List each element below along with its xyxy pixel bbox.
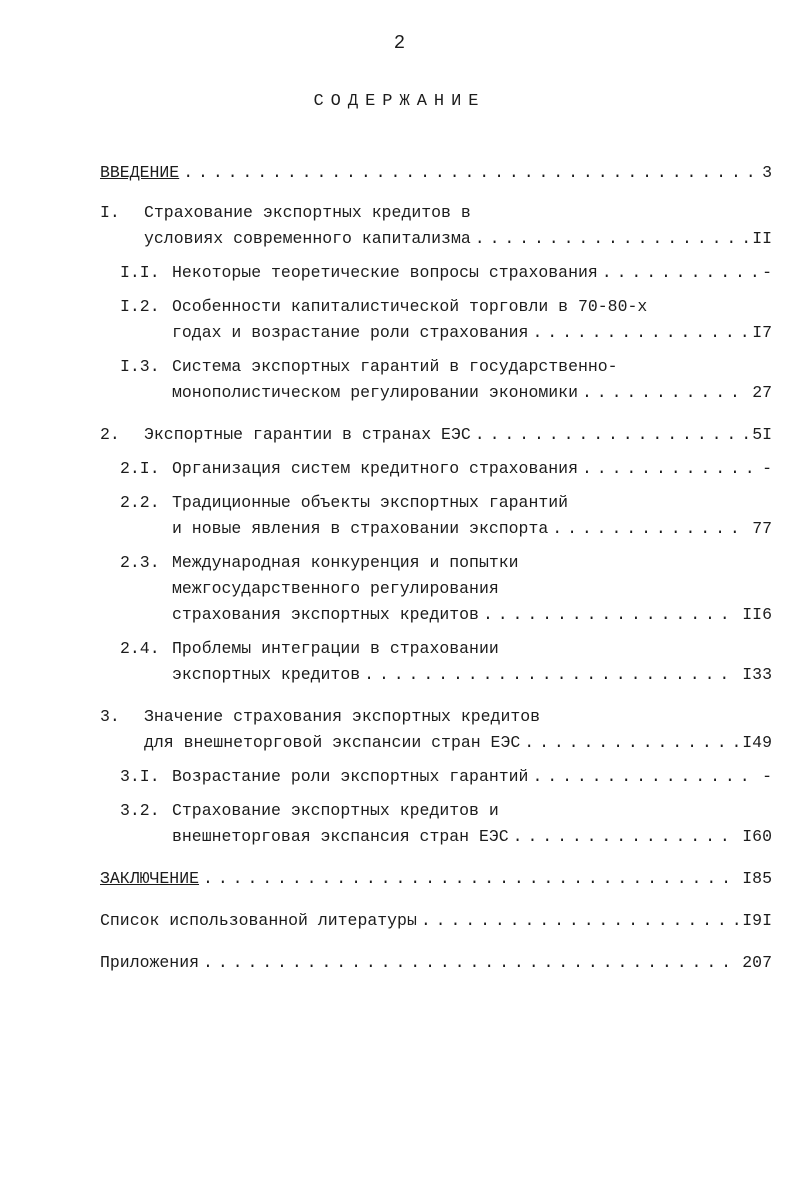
toc-entry-section-1-3 [100,354,772,406]
leader-dots [532,764,758,790]
leader-dots [483,602,738,628]
toc-entry-title: Значение страхования экспортных кредитов [144,707,541,726]
toc-entry-title: ЗАКЛЮЧЕНИЕ [100,869,200,888]
toc-entry-title: Организация систем кредитного страхования [172,459,578,478]
toc-entry-number: 2.I. [120,459,160,478]
toc-entry-page: II6 [742,605,772,624]
toc-entry-number: I.I. [120,263,160,282]
toc-entry-page: I49 [742,733,772,752]
toc-entry-literature [100,908,772,934]
leader-dots [183,160,758,186]
leader-dots [513,824,739,850]
toc-entry-section-1-2 [100,294,772,346]
toc-entry-page: I7 [752,323,772,342]
toc-entry-section-2-3 [100,550,772,628]
toc-entry-appendix [100,950,772,976]
toc-entry-title: Страхование экспортных кредитов и [172,801,499,820]
toc-entry-section-3-1 [100,764,772,790]
toc-entry-number: I.2. [120,297,160,316]
toc-entry-page: 77 [752,519,772,538]
toc-entry-page: I9I [742,911,772,930]
toc-entry-page: - [762,767,772,786]
toc-entry-title-cont: и новые явления в страховании экспорта [172,519,549,538]
toc-entry-page: I60 [742,827,772,846]
leader-dots [364,662,738,688]
toc-entry-title: Проблемы интеграции в страховании [172,639,499,658]
toc-entry-page: I33 [742,665,772,684]
toc-entry-title-cont: внешнеторговая экспансия стран ЕЭС [172,827,509,846]
toc-entry-title-cont: межгосударственного регулирования [172,579,499,598]
toc-entry-title-cont: страхования экспортных кредитов [172,605,479,624]
leader-dots [475,422,748,448]
toc-entry-title: Система экспортных гарантий в государственно- [172,357,618,376]
toc-entry-section-2-1 [100,456,772,482]
toc-entry-page: 207 [742,953,772,972]
toc-entry-section-1 [100,200,772,252]
toc-entry-intro [100,160,772,186]
leader-dots [203,866,738,892]
toc-entry-number: 2. [100,425,120,444]
page-number: 2 [393,32,406,54]
leader-dots [582,456,758,482]
toc-entry-number: 3.I. [120,767,160,786]
toc-title: СОДЕРЖАНИЕ [313,92,486,111]
toc-entry-section-2-4 [100,636,772,688]
toc-entry-section-3 [100,704,772,756]
toc-entry-page: II [752,229,772,248]
toc-entry-title: Традиционные объекты экспортных гарантий [172,493,569,512]
table-of-contents [100,160,772,976]
toc-entry-title: Список использованной литературы [100,911,417,930]
toc-entry-title: Экспортные гарантии в странах ЕЭС [144,425,471,444]
leader-dots [203,950,738,976]
toc-entry-title: Возрастание роли экспортных гарантий [172,767,529,786]
toc-entry-page: - [762,459,772,478]
leader-dots [524,730,738,756]
toc-entry-title-cont: монополистическом регулировании экономики [172,383,578,402]
toc-entry-conclusion [100,866,772,892]
leader-dots [532,320,748,346]
toc-entry-title-cont: годах и возрастание роли страхования [172,323,529,342]
toc-entry-title: Приложения [100,953,200,972]
toc-entry-title-cont: для внешнеторговой экспансии стран ЕЭС [144,733,521,752]
leader-dots [421,908,738,934]
toc-entry-page: 5I [752,425,772,444]
leader-dots [582,380,748,406]
toc-entry-page: 27 [752,383,772,402]
toc-entry-title-cont: экспортных кредитов [172,665,361,684]
toc-entry-number: 2.2. [120,493,160,512]
toc-entry-title: Страхование экспортных кредитов в [144,203,471,222]
toc-entry-title-cont: условиях современного капитализма [144,229,471,248]
leader-dots [552,516,748,542]
leader-dots [475,226,748,252]
toc-entry-number: 3. [100,707,120,726]
toc-entry-title: Международная конкуренция и попытки [172,553,519,572]
toc-entry-number: 2.4. [120,639,160,658]
toc-entry-number: 2.3. [120,553,160,572]
toc-entry-section-2 [100,422,772,448]
toc-entry-section-1-1 [100,260,772,286]
toc-entry-title: ВВЕДЕНИЕ [100,163,180,182]
toc-entry-page: 3 [762,163,772,182]
toc-entry-title: Особенности капиталистической торговли в 70-80-х [172,297,648,316]
toc-entry-number: I. [100,203,120,222]
toc-entry-title: Некоторые теоретические вопросы страхования [172,263,598,282]
toc-entry-section-2-2 [100,490,772,542]
toc-entry-number: 3.2. [120,801,160,820]
leader-dots [602,260,758,286]
toc-entry-number: I.3. [120,357,160,376]
toc-entry-page: I85 [742,869,772,888]
toc-entry-page: - [762,263,772,282]
toc-entry-section-3-2 [100,798,772,850]
